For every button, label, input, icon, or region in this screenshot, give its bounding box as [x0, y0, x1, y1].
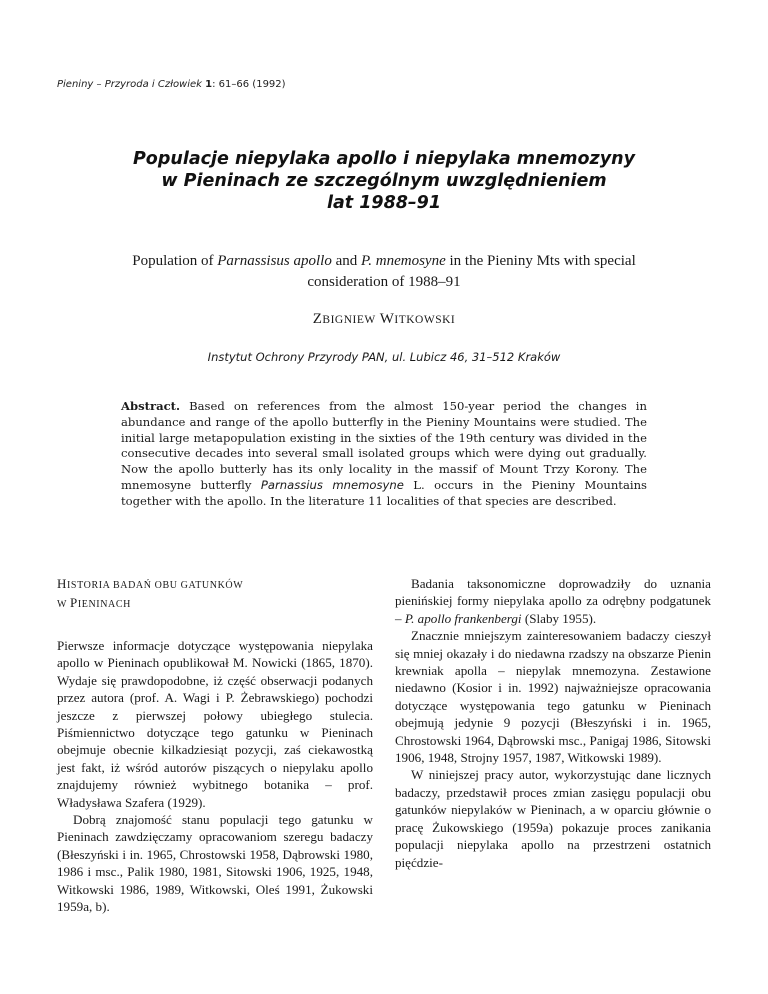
- title-en-text: and: [331, 253, 362, 269]
- body-paragraph: [395, 575, 711, 627]
- heading-rest: IENINACH: [77, 599, 131, 610]
- title-en-species-1: Parnassisus apollo: [217, 253, 332, 269]
- body-paragraph: W niniejszej pracy autor, wykorzystując dane licznych badaczy, przedstawił proces zmian zasięgu populacji obu gatunków niepylaków w Pieninach, a w oparciu głównie o pracę Żukowskiego (1959a) pokazuje proces zanikania populacji niepylaka apollo na przestrzeni ostatnich pięćdzie-: [395, 767, 711, 870]
- author-first-rest: BIGNIEW: [322, 314, 376, 326]
- author-initial: Z: [312, 311, 323, 327]
- title-en-species-2: P. mnemosyne: [361, 253, 446, 269]
- abstract-species: Parnassius mnemosyne: [260, 477, 404, 492]
- body-paragraph: Dobrą znajomość stanu populacji tego gatunku w Pieninach zawdzięczamy opracowaniom szeregu badaczy (Błeszyński i in. 1965, Chrostowski 1958, Dąbrowski 1980, 1986 i msc., Palik 1980, 1981, Sitowski 1906, 1925, 1948, Witkowski 1986, 1989, Witkowski, Oleś 1991, Żukowski 1959a, b).: [57, 812, 373, 915]
- abstract: [121, 399, 647, 510]
- paper-title-english: [60, 251, 708, 293]
- author-last-rest: ITKOWSKI: [394, 314, 456, 326]
- body-paragraph: Pierwsze informacje dotyczące występowania niepylaka apollo w Pieninach opublikował M. Nowicki (1865, 1870). Wydaje się prawdopodobne, iż część obserwacji podanych przez autora (prof. A. Wagi i P. Żebrawskiego) pochodzi jeszcze z pierwszej połowy ubiegłego stulecia. Piśmiennictwo dotyczące tego gatunku w Pieninach obejmuje obecnie kilkadziesiąt pozycji, zaś ciekawostką jest fakt, iż wśród autorów piszących o niepylaku apollo znajdujemy również wybitnego botanika – prof. Władysława Szafera (1929).: [57, 638, 373, 810]
- heading-rest: ISTORIA BADAŃ OBU GATUNKÓW: [67, 580, 244, 591]
- title-line-1: Populacje niepylaka apollo i niepylaka mnemozyny: [132, 149, 636, 169]
- body-paragraph: Znacznie mniejszym zainteresowaniem badaczy cieszył się mniej okazały i do niedawna rzadszy na obszarze Pienin krewniak apolla – niepylak mnemozyna. Zestawione niedawno (Kosior i in. 1992) najważniejsze opracowania dotyczące występowania tego gatunku w Pieninach obejmują jedynie 9 pozycji (Błeszyński i in. 1965, Chrostowski 1964, Dąbrowski msc., Panigaj 1986, Sitowski 1906, 1948, Strojny 1957, 1987, Witkowski 1989).: [395, 628, 711, 766]
- heading-cap: H: [57, 576, 67, 591]
- body-text: Badania taksonomiczne doprowadziły do uznania pienińskiej formy niepylaka apollo za odrębny podgatunek –: [395, 576, 711, 626]
- title-en-line-2: consideration of 1988–91: [307, 274, 461, 290]
- subspecies-name: P. apollo frankenbergi: [404, 610, 522, 626]
- journal-citation: [57, 79, 286, 90]
- abstract-text: L. occurs in the Pieniny Mountains together with the apollo. In the literature 11 localities of that species are described.: [121, 477, 647, 508]
- body-text: (Slaby 1955).: [521, 610, 597, 626]
- title-en-text: Population of: [132, 253, 218, 269]
- paper-title-polish: [60, 148, 708, 214]
- abstract-text: Based on references from the almost 150-year period the changes in abundance and range of the apollo butterfly in the Pieniny Mountains were studied. The initial large metapopulation existing in the sixties of the 19th century was divided in the consecutive decades into several small isolated groups which were dying out gradually. Now the apollo butterly has its only locality in the massif of Mount Trzy Korony. The mnemosyne butterfly: [121, 399, 647, 492]
- author-name: [60, 311, 708, 328]
- left-column: [57, 575, 373, 916]
- title-line-2: w Pieninach ze szczególnym uwzględnieniem: [161, 171, 607, 191]
- heading-cap: P: [69, 595, 78, 610]
- author-affiliation: Instytut Ochrony Przyrody PAN, ul. Lubicz 46, 31–512 Kraków: [207, 350, 561, 364]
- section-heading: [57, 575, 373, 613]
- journal-pages: : 61–66 (1992): [212, 79, 286, 90]
- author-initial: W: [379, 311, 395, 327]
- journal-name: Pieniny – Przyroda i Człowiek: [57, 79, 202, 90]
- right-column: [395, 575, 711, 871]
- heading-pre: W: [57, 599, 70, 610]
- journal-volume: 1: [205, 79, 213, 90]
- title-line-3: lat 1988–91: [326, 193, 442, 213]
- title-en-text: in the Pieniny Mts with special: [445, 253, 636, 269]
- abstract-label: Abstract.: [121, 399, 181, 413]
